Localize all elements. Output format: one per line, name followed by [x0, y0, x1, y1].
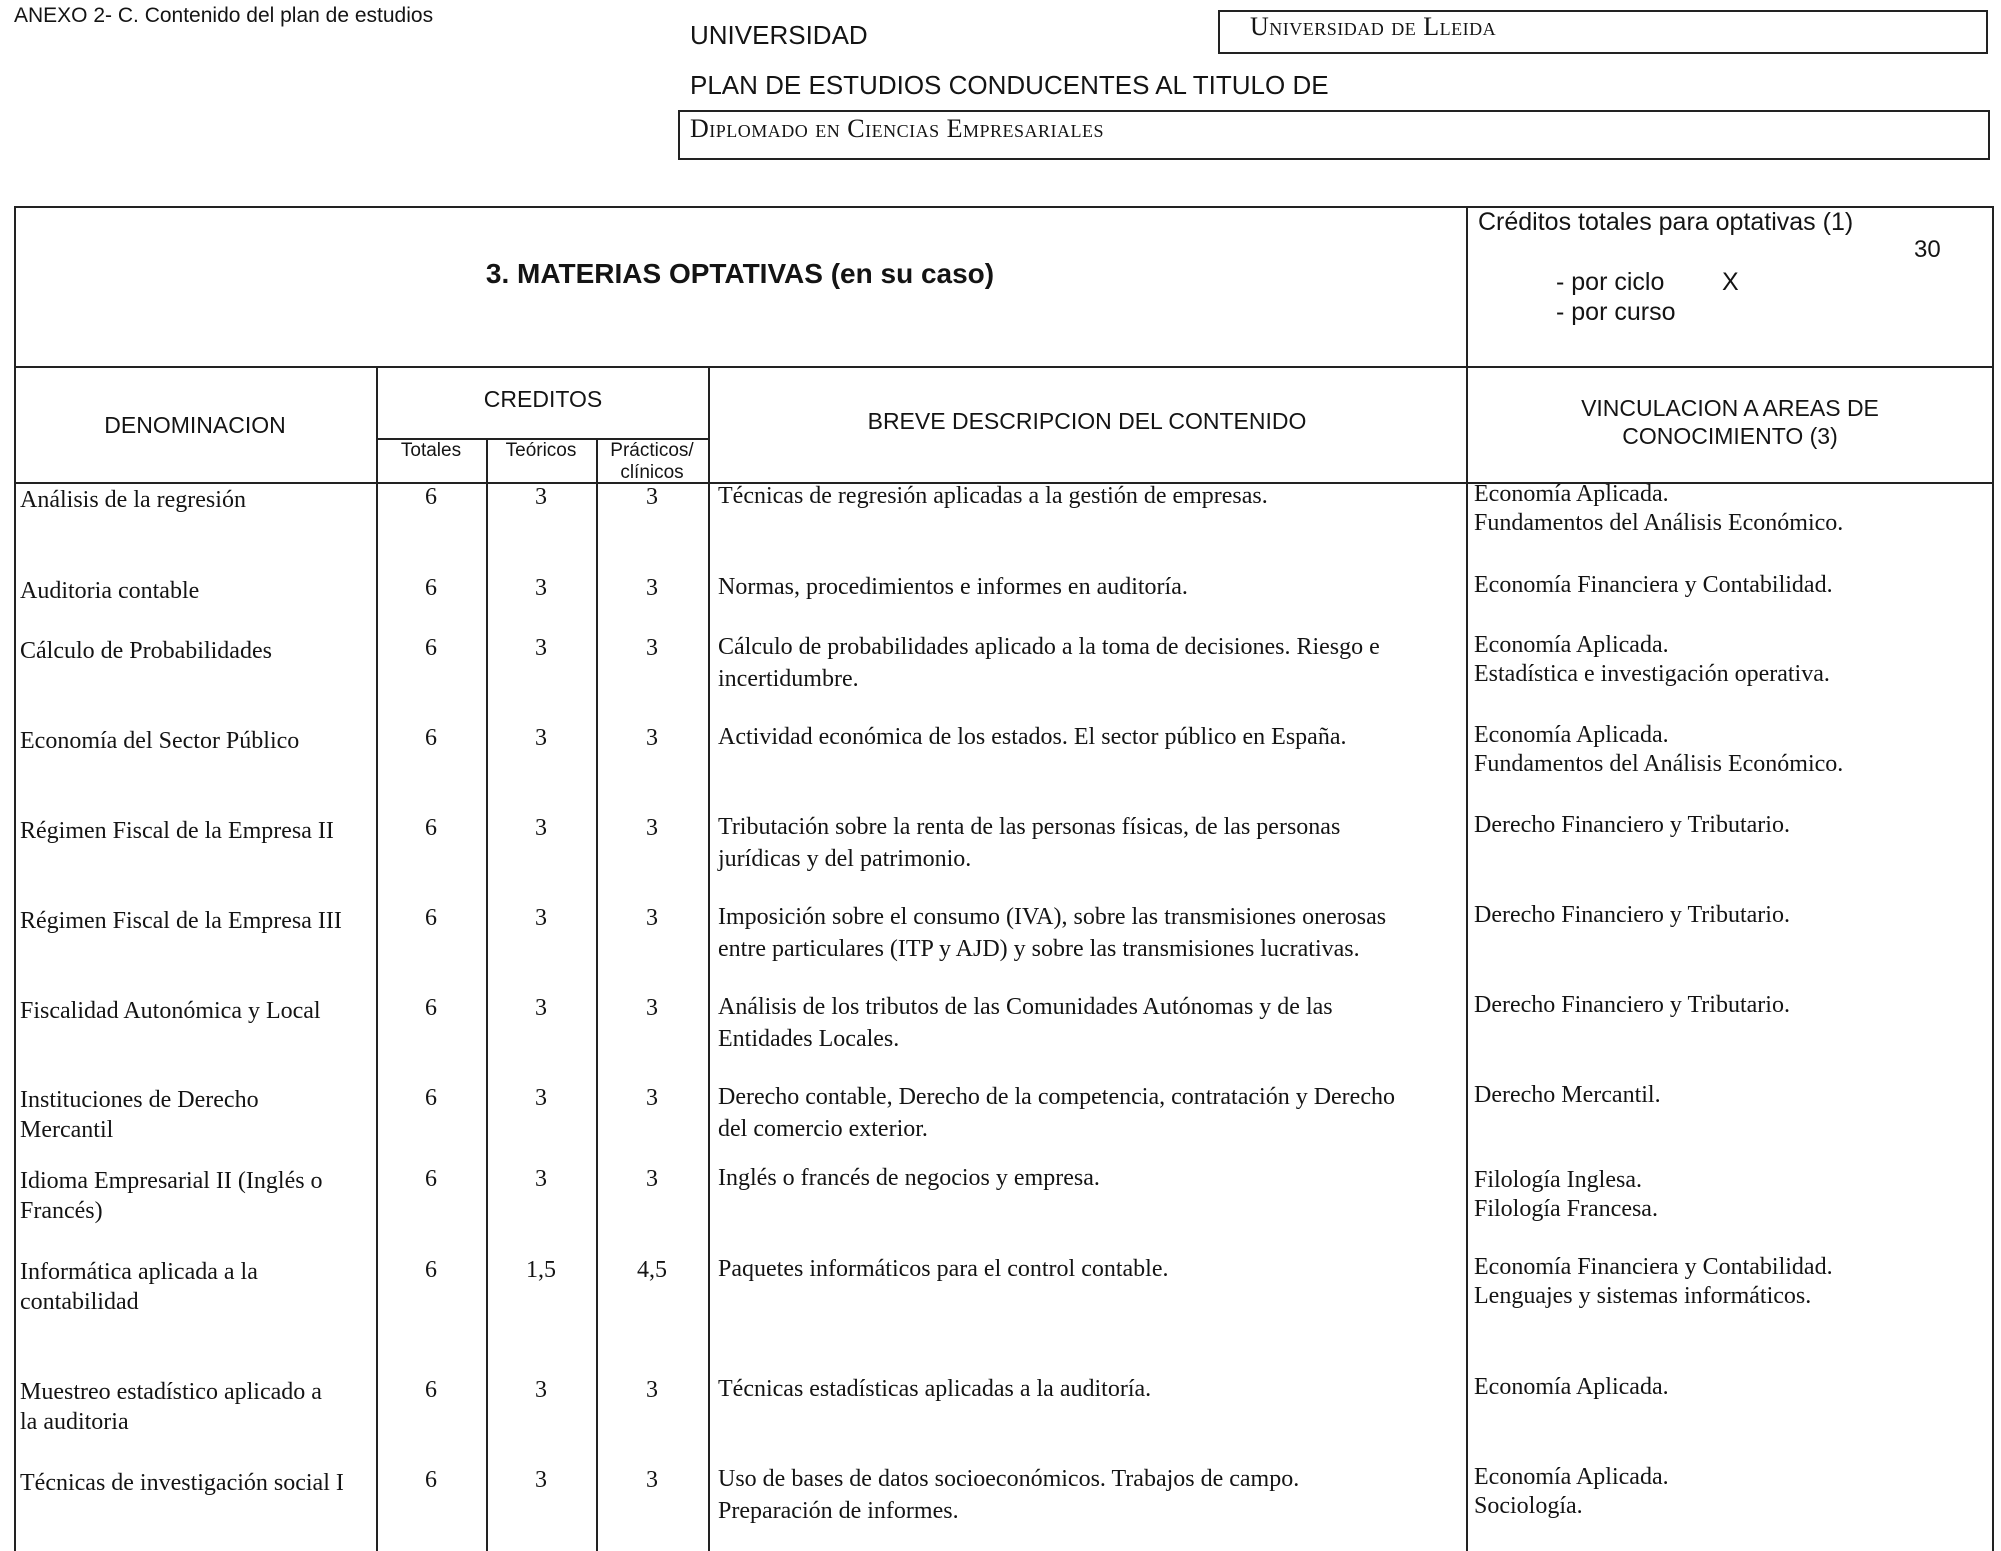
subject-name — [20, 635, 272, 667]
credits-practicos: 3 — [646, 995, 658, 1021]
area-line: Economía Aplicada. — [1474, 722, 1669, 748]
knowledge-areas — [1474, 1253, 1833, 1311]
subject-name-line: Economía del Sector Público — [20, 728, 300, 754]
credits-practicos: 3 — [646, 1166, 658, 1192]
subject-name-line: Informática aplicada a la — [20, 1259, 258, 1285]
degree-value: Diplomado en Ciencias Empresariales — [690, 114, 1105, 143]
subject-name-line: Análisis de la regresión — [20, 487, 246, 513]
area-line: Fundamentos del Análisis Económico. — [1474, 510, 1844, 536]
por-ciclo-mark: X — [1722, 268, 1739, 296]
subject-name — [20, 575, 199, 607]
totales-column-divider — [376, 366, 378, 1551]
credits-practicos: 3 — [646, 815, 658, 841]
credits-practicos: 3 — [646, 575, 658, 601]
description-line: Actividad económica de los estados. El sector público en España. — [718, 724, 1347, 750]
area-line: Derecho Mercantil. — [1474, 1082, 1661, 1108]
description-line: Normas, procedimientos e informes en auditoría. — [718, 574, 1188, 600]
credits-teoricos: 3 — [535, 1085, 547, 1111]
column-header-practicos — [596, 440, 708, 484]
knowledge-areas — [1474, 1166, 1658, 1224]
subject-name-line: la auditoria — [20, 1409, 129, 1435]
area-line: Derecho Financiero y Tributario. — [1474, 812, 1790, 838]
annex-heading: ANEXO 2- C. Contenido del plan de estudios — [14, 4, 434, 27]
knowledge-areas — [1474, 480, 1843, 538]
column-header-descripcion: BREVE DESCRIPCION DEL CONTENIDO — [867, 408, 1307, 434]
subject-description — [718, 1463, 1299, 1527]
subject-name — [20, 1467, 344, 1499]
credits-teoricos: 3 — [535, 1377, 547, 1403]
credits-totales: 6 — [425, 1257, 437, 1283]
subject-name — [20, 815, 334, 847]
column-header-totales: Totales — [400, 440, 462, 461]
column-header-vinculacion-line2: CONOCIMIENTO (3) — [1622, 423, 1838, 449]
section-title: 3. MATERIAS OPTATIVAS (en su caso) — [485, 258, 995, 289]
subject-description — [718, 631, 1380, 695]
knowledge-areas — [1474, 991, 1790, 1020]
description-line: Técnicas estadísticas aplicadas a la auditoría. — [718, 1376, 1152, 1402]
credits-teoricos: 3 — [535, 1166, 547, 1192]
area-line: Sociología. — [1474, 1493, 1583, 1519]
area-line: Economía Aplicada. — [1474, 481, 1669, 507]
area-line: Estadística e investigación operativa. — [1474, 661, 1830, 687]
table-left-border — [14, 206, 16, 1551]
section-divider — [14, 366, 1994, 368]
credits-totales: 6 — [425, 905, 437, 931]
knowledge-areas — [1474, 721, 1843, 779]
credits-totales: 6 — [425, 995, 437, 1021]
area-line: Economía Aplicada. — [1474, 1374, 1669, 1400]
credits-practicos: 4,5 — [637, 1257, 667, 1283]
knowledge-areas — [1474, 631, 1830, 689]
area-line: Fundamentos del Análisis Económico. — [1474, 751, 1844, 777]
credits-practicos: 3 — [646, 725, 658, 751]
area-line: Lenguajes y sistemas informáticos. — [1474, 1283, 1812, 1309]
credits-totales: 6 — [425, 1085, 437, 1111]
column-header-practicos-line1: Prácticos/ — [610, 440, 694, 461]
knowledge-areas — [1474, 1373, 1669, 1402]
credits-teoricos: 3 — [535, 575, 547, 601]
column-header-teoricos: Teóricos — [505, 440, 577, 461]
subject-name — [20, 1085, 259, 1145]
knowledge-areas — [1474, 811, 1790, 840]
description-line: Paquetes informáticos para el control contable. — [718, 1256, 1169, 1282]
description-line: Análisis de los tributos de las Comunidades Autónomas y de las — [718, 994, 1333, 1020]
credits-teoricos: 3 — [535, 815, 547, 841]
description-line: Uso de bases de datos socioeconómicos. Trabajos de campo. — [718, 1466, 1300, 1492]
university-value: Universidad de Lleida — [1250, 12, 1497, 41]
subject-name-line: Técnicas de investigación social I — [20, 1470, 344, 1496]
subject-name-line: Régimen Fiscal de la Empresa III — [20, 908, 342, 934]
description-line: Técnicas de regresión aplicadas a la gestión de empresas. — [718, 483, 1268, 509]
description-line: incertidumbre. — [718, 666, 859, 692]
subject-description — [718, 901, 1386, 965]
subject-description — [718, 1081, 1395, 1145]
credits-practicos: 3 — [646, 635, 658, 661]
credits-totales: 6 — [425, 484, 437, 510]
credits-teoricos: 3 — [535, 905, 547, 931]
credits-practicos: 3 — [646, 484, 658, 510]
credits-teoricos: 3 — [535, 635, 547, 661]
credits-totales: 6 — [425, 815, 437, 841]
por-curso-label: - por curso — [1556, 298, 1676, 326]
area-line: Derecho Financiero y Tributario. — [1474, 902, 1790, 928]
university-label: UNIVERSIDAD — [690, 20, 868, 50]
subject-description — [718, 480, 1268, 512]
subject-name-line: Francés) — [20, 1198, 103, 1224]
description-line: Entidades Locales. — [718, 1026, 900, 1052]
plan-label: PLAN DE ESTUDIOS CONDUCENTES AL TITULO DE — [690, 70, 1329, 100]
credits-totales: 6 — [425, 1377, 437, 1403]
credits-teoricos: 3 — [535, 484, 547, 510]
column-header-practicos-line2: clínicos — [620, 462, 684, 483]
credits-practicos: 3 — [646, 1377, 658, 1403]
knowledge-areas — [1474, 571, 1833, 600]
optional-subjects-table — [14, 206, 1994, 1551]
subject-name-line: Cálculo de Probabilidades — [20, 638, 272, 664]
credits-practicos: 3 — [646, 1085, 658, 1111]
description-column-divider — [708, 366, 710, 1551]
subject-name — [20, 484, 246, 516]
description-line: Derecho contable, Derecho de la competencia, contratación y Derecho — [718, 1084, 1395, 1110]
knowledge-areas — [1474, 901, 1790, 930]
credits-practicos: 3 — [646, 905, 658, 931]
subject-description — [718, 721, 1346, 753]
subject-name-line: Fiscalidad Autonómica y Local — [20, 998, 321, 1024]
area-line: Derecho Financiero y Tributario. — [1474, 992, 1790, 1018]
subject-description — [718, 811, 1340, 875]
subject-name-line: Instituciones de Derecho — [20, 1087, 259, 1113]
subject-name-line: Régimen Fiscal de la Empresa II — [20, 818, 334, 844]
credits-totales: 6 — [425, 1467, 437, 1493]
area-line: Economía Aplicada. — [1474, 632, 1669, 658]
column-header-vinculacion-line1: VINCULACION A AREAS DE — [1581, 395, 1879, 421]
column-header-creditos: CREDITOS — [483, 386, 603, 412]
credits-teoricos: 3 — [535, 1467, 547, 1493]
description-line: del comercio exterior. — [718, 1116, 928, 1142]
credits-totales: 6 — [425, 725, 437, 751]
por-ciclo-label: - por ciclo — [1556, 268, 1665, 296]
subject-name-line: Mercantil — [20, 1117, 114, 1143]
area-line: Filología Francesa. — [1474, 1196, 1658, 1222]
description-line: Inglés o francés de negocios y empresa. — [718, 1165, 1100, 1191]
subject-name-line: Muestreo estadístico aplicado a — [20, 1379, 322, 1405]
credits-teoricos: 3 — [535, 725, 547, 751]
subject-name — [20, 1377, 322, 1437]
subject-description — [718, 1162, 1100, 1194]
subject-name — [20, 1257, 258, 1317]
credits-totales: 6 — [425, 1166, 437, 1192]
description-line: Imposición sobre el consumo (IVA), sobre las transmisiones onerosas — [718, 904, 1387, 930]
credits-totales: 6 — [425, 635, 437, 661]
area-line: Economía Financiera y Contabilidad. — [1474, 572, 1833, 598]
area-line: Economía Aplicada. — [1474, 1464, 1669, 1490]
credits-totales: 6 — [425, 575, 437, 601]
subject-description — [718, 571, 1188, 603]
area-line: Filología Inglesa. — [1474, 1167, 1642, 1193]
credits-practicos: 3 — [646, 1467, 658, 1493]
subject-name — [20, 995, 321, 1027]
description-line: entre particulares (ITP y AJD) y sobre las transmisiones lucrativas. — [718, 936, 1360, 962]
subject-description — [718, 1373, 1151, 1405]
subject-name — [20, 725, 299, 757]
knowledge-areas — [1474, 1463, 1669, 1521]
area-line: Economía Financiera y Contabilidad. — [1474, 1254, 1833, 1280]
description-line: Tributación sobre la renta de las personas físicas, de las personas — [718, 814, 1341, 840]
column-header-denominacion: DENOMINACION — [104, 412, 286, 438]
credits-teoricos: 3 — [535, 995, 547, 1021]
description-line: jurídicas y del patrimonio. — [718, 846, 972, 872]
knowledge-areas — [1474, 1081, 1661, 1110]
column-header-vinculacion — [1466, 394, 1994, 450]
subject-name — [20, 1166, 323, 1226]
credits-total-value: 30 — [1914, 236, 1941, 263]
description-line: Preparación de informes. — [718, 1498, 959, 1524]
subject-name-line: Idioma Empresarial II (Inglés o — [20, 1168, 323, 1194]
subject-description — [718, 991, 1333, 1055]
credits-total-label: Créditos totales para optativas (1) — [1478, 208, 1854, 236]
subject-description — [718, 1253, 1169, 1285]
description-line: Cálculo de probabilidades aplicado a la toma de decisiones. Riesgo e — [718, 634, 1380, 660]
credits-teoricos: 1,5 — [526, 1257, 556, 1283]
subject-name — [20, 905, 342, 937]
subject-name-line: contabilidad — [20, 1289, 139, 1315]
subject-name-line: Auditoria contable — [20, 578, 200, 604]
